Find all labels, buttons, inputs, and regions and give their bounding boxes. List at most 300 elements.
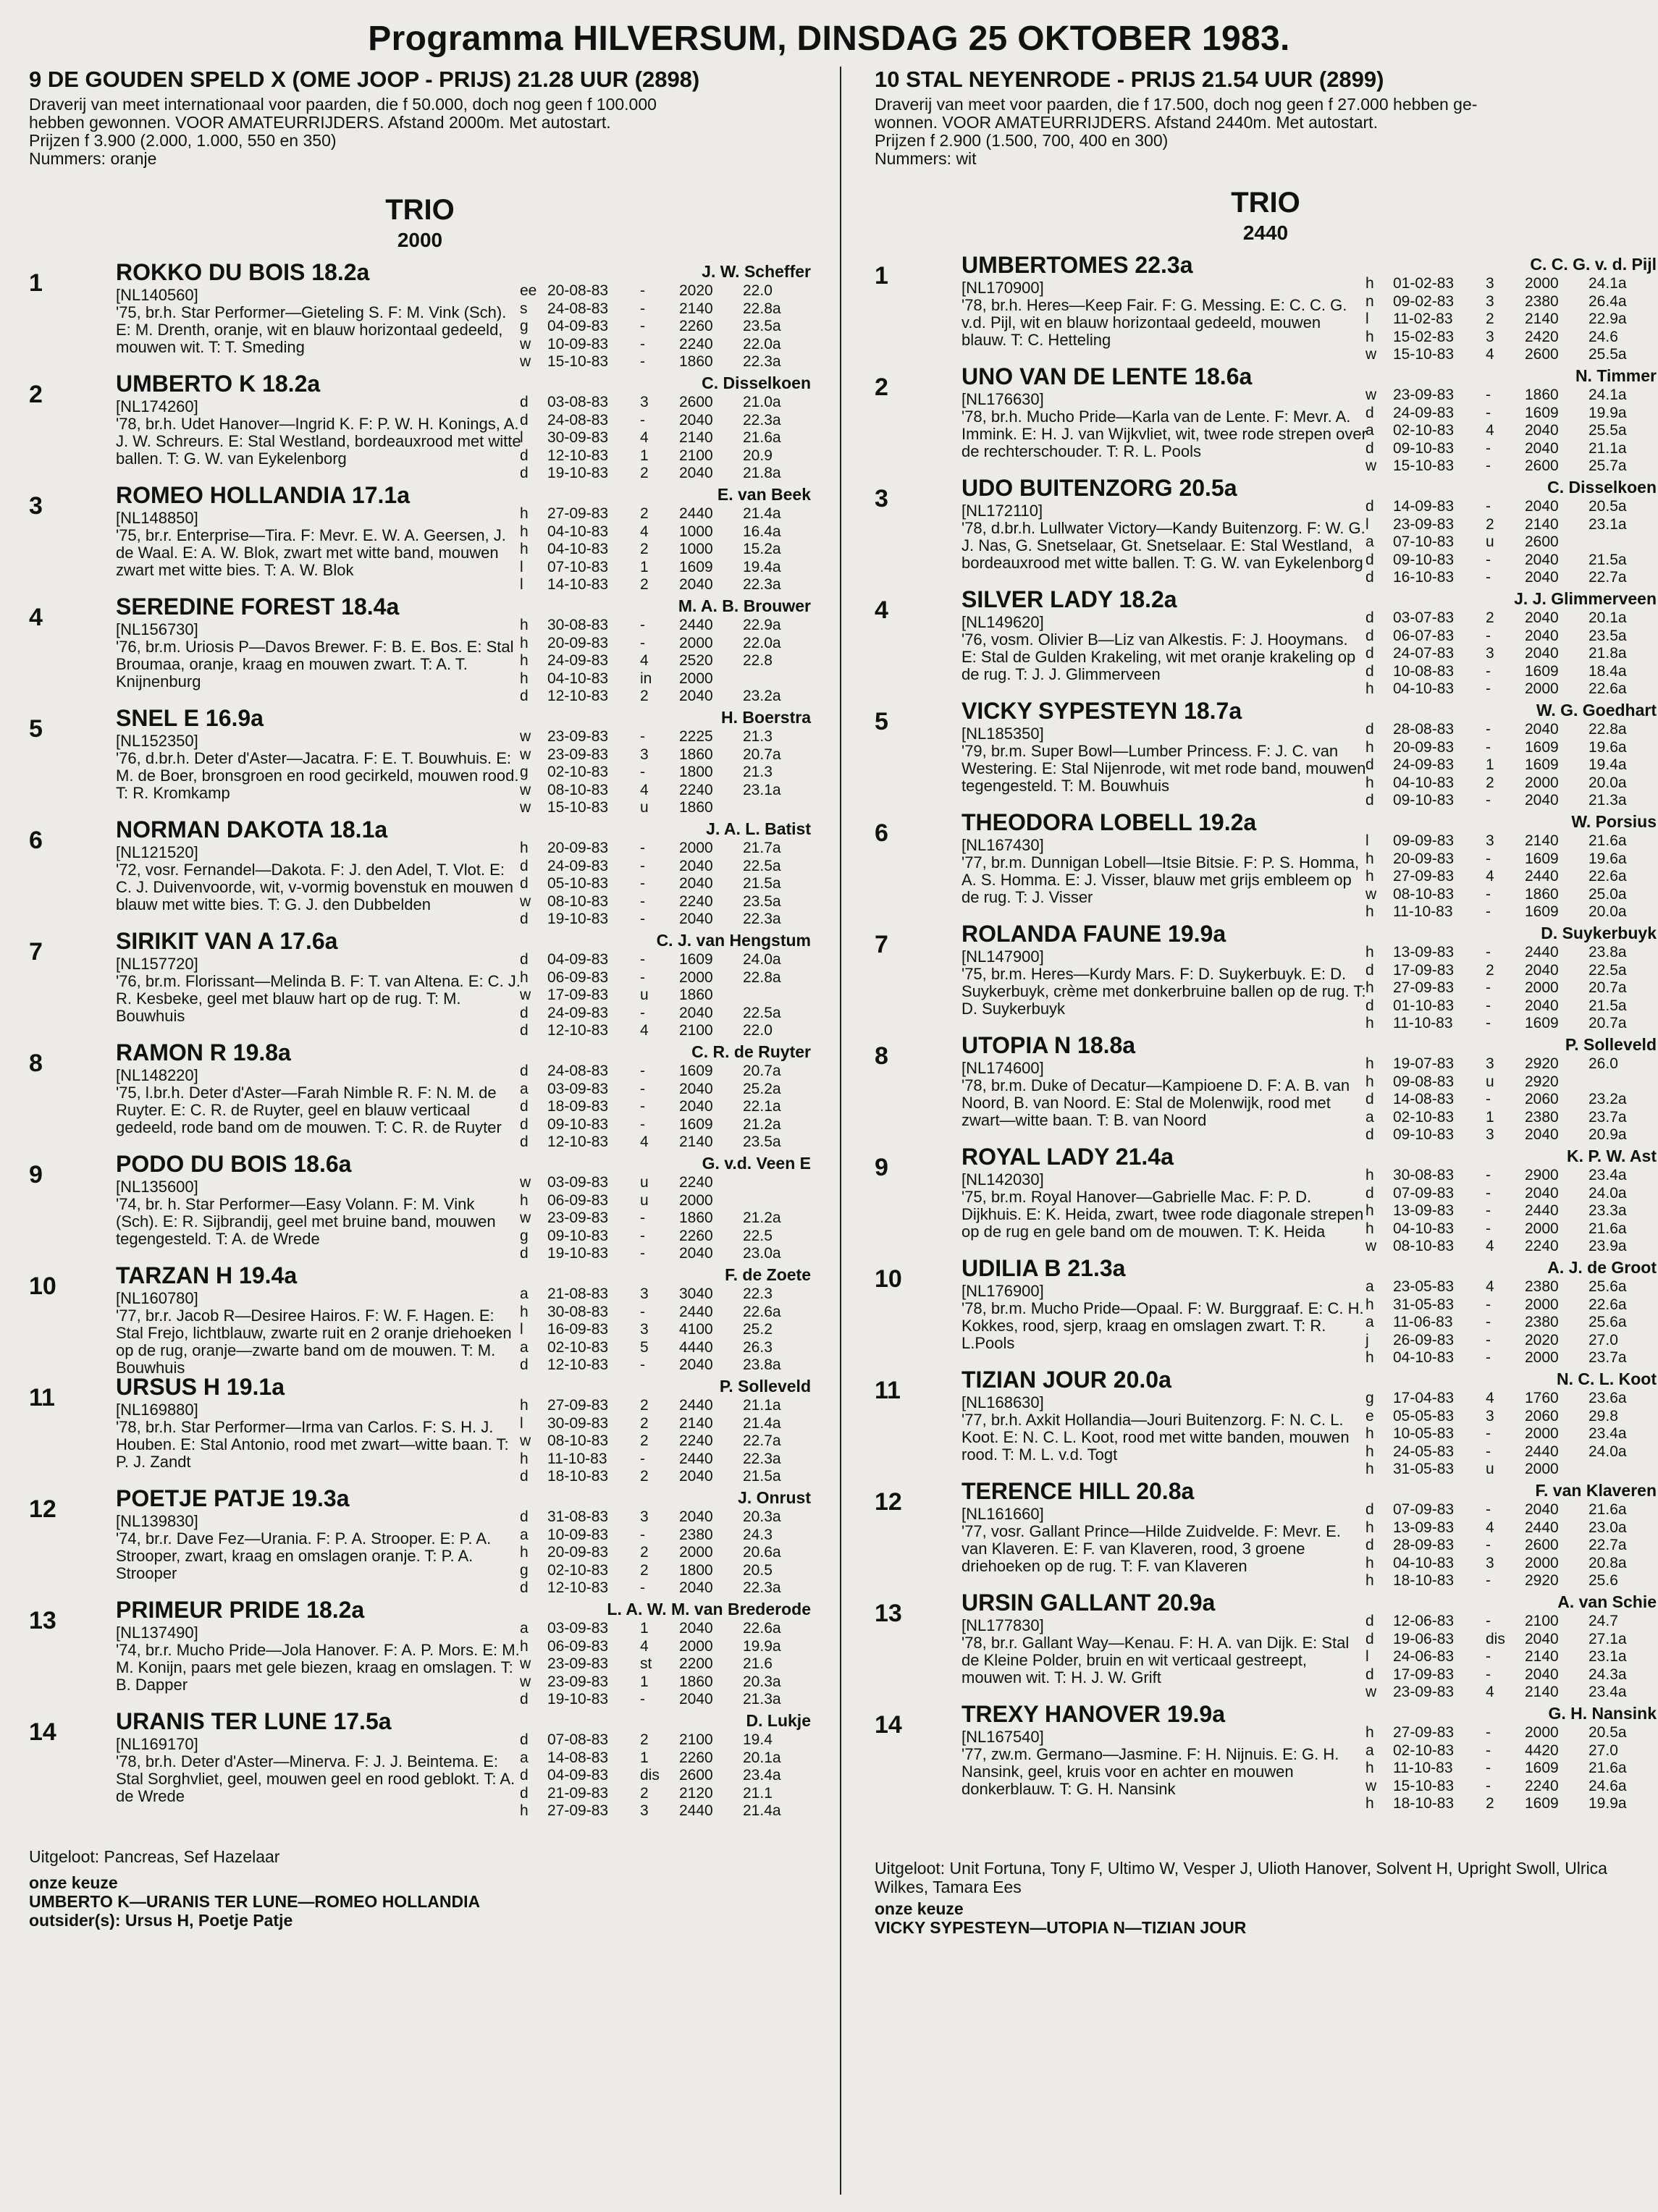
result-row [1365, 1778, 1657, 1796]
race-date: 06-07-83 [1393, 627, 1455, 644]
track-code: d [520, 1508, 529, 1525]
race-time [743, 670, 811, 688]
race-date: 19-10-83 [547, 1245, 609, 1262]
desc-line: Prijzen f 3.900 (2.000, 1.000, 550 en 350) [29, 131, 337, 150]
track-code: w [520, 1673, 531, 1690]
trainer-name: P. Solleveld [719, 1377, 811, 1396]
race-distance: 2000 [1525, 1220, 1559, 1237]
race-time: 22.9a [743, 617, 781, 633]
race-time: 25.2a [743, 1080, 781, 1097]
race-distance: 2240 [679, 1174, 713, 1191]
track-code: w [1365, 457, 1377, 474]
track-code: h [1365, 1055, 1374, 1072]
race-date: 05-10-83 [547, 875, 609, 892]
placing: - [1486, 1220, 1491, 1237]
track-code: g [520, 1227, 529, 1244]
placing: 4 [1486, 1278, 1494, 1295]
race-date: 23-09-83 [1393, 1684, 1455, 1700]
race-time: 20.7a [743, 1063, 781, 1079]
placing: 2 [640, 505, 649, 522]
result-row [520, 505, 811, 523]
placing: - [1486, 1314, 1491, 1330]
horse-info: '78, br.m. Duke of Decatur—Kampioene D. F: A. B. van Noord, B. van Noord. E: Stal de Molenwijk, rood met zwart—witte baan. T: B. van Noord [961, 1076, 1350, 1129]
result-row [520, 394, 811, 412]
race-time: 21.2a [743, 1210, 781, 1226]
results-table [1365, 1055, 1657, 1144]
placing: 2 [640, 576, 649, 593]
result-row [1365, 962, 1657, 980]
result-row [520, 412, 811, 430]
placing: - [1486, 1613, 1491, 1629]
desc-line: wonnen. VOOR AMATEURRIJDERS. Afstand 2440m. Met autostart. [875, 113, 1378, 132]
horse-number: 7 [875, 931, 888, 958]
horse-number: 13 [29, 1607, 56, 1634]
placing: - [1486, 850, 1491, 867]
track-code: d [520, 1579, 529, 1596]
result-row [1365, 552, 1657, 570]
horse-entry [875, 1472, 1657, 1589]
horse-name: RAMON R 19.8a [116, 1039, 291, 1065]
race-date: 07-08-83 [547, 1731, 609, 1748]
results-table [1365, 1167, 1657, 1256]
race-date: 03-09-83 [547, 1174, 609, 1191]
race-time: 19.9a [743, 1637, 781, 1655]
race-date: 07-10-83 [547, 558, 609, 575]
placing: 2 [1486, 1795, 1494, 1812]
horse-number: 9 [29, 1161, 43, 1189]
horse-entry [29, 811, 811, 927]
placing: - [1486, 903, 1491, 920]
track-code: a [1365, 1314, 1374, 1330]
race-distance: 2380 [1525, 292, 1559, 310]
track-code: h [1365, 738, 1374, 756]
placing: 1 [640, 558, 649, 575]
placing: - [1486, 944, 1491, 961]
track-code: h [1365, 1461, 1374, 1477]
race-time: 23.9a [1588, 1238, 1627, 1254]
race-date: 24-08-83 [547, 1063, 609, 1079]
results-table [1365, 1390, 1657, 1479]
result-row [520, 840, 811, 858]
race-date: 01-10-83 [1393, 997, 1455, 1014]
results-table [520, 282, 811, 371]
horse-registration: [NL121520] [116, 843, 198, 861]
horse-number: 4 [875, 596, 888, 624]
race-time: 20.0a [1588, 774, 1627, 791]
horse-info: '78, d.br.h. Lullwater Victory—Kandy Buitenzorg. F: W. G. J. Nas, G. Snetselaar, Gt. Snetselaar. E: Stal Westland, bordeauxrood met witte ballen. T: G. W. van Eykelenborg [961, 519, 1365, 572]
race-time: 29.8 [1588, 1407, 1618, 1424]
race-distance: 1609 [679, 558, 713, 575]
horse-info: '78, br.h. Star Performer—Irma van Carlos. F: S. H. J. Houben. E: Stal Antonio, rood met zwart—witte baan. T: P. J. Zandt [116, 1418, 509, 1471]
race-distance: 1000 [679, 523, 713, 540]
results-table [1365, 832, 1657, 921]
horse-name: TERENCE HILL 20.8a [961, 1478, 1195, 1504]
race-distance: 2040 [1525, 569, 1559, 586]
race-time: 24.0a [743, 951, 781, 968]
race-distance: 2240 [679, 892, 713, 910]
results-table [520, 1620, 811, 1709]
track-code: l [1365, 832, 1369, 849]
race-date: 08-10-83 [1393, 1238, 1455, 1254]
race-distance: 2020 [679, 282, 713, 299]
race-time [1588, 533, 1657, 552]
placing: - [1486, 457, 1491, 474]
result-row [520, 447, 811, 465]
race-column-10 [875, 67, 1657, 1937]
race-time: 20.1a [743, 1749, 781, 1766]
race-date: 15-10-83 [547, 799, 609, 816]
race-distance: 1609 [1525, 662, 1559, 680]
race-distance: 2240 [1525, 1238, 1559, 1254]
track-code: w [520, 353, 531, 370]
race-distance: 2440 [679, 505, 713, 522]
keuze-text: UMBERTO K—URANIS TER LUNE—ROMEO HOLLANDIA [29, 1892, 481, 1911]
placing: - [640, 353, 645, 370]
race-distance: 2440 [679, 1397, 713, 1414]
track-code: w [520, 1174, 531, 1191]
track-code: g [520, 1561, 529, 1579]
race-distance: 2000 [679, 670, 713, 687]
placing: - [640, 617, 645, 633]
race-time: 21.1a [743, 1397, 781, 1414]
placing: 1 [1486, 1108, 1494, 1126]
result-row [520, 1397, 811, 1415]
track-code: d [1365, 627, 1374, 644]
race-time: 27.0 [1588, 1742, 1618, 1759]
result-row [1365, 1425, 1657, 1443]
race-date: 08-10-83 [547, 1432, 609, 1449]
race-footer [875, 1859, 1657, 1937]
placing: - [640, 875, 645, 892]
horse-registration: [NL139830] [116, 1512, 198, 1530]
race-time: 22.8a [743, 968, 781, 986]
race-time: 19.4a [1588, 756, 1627, 773]
placing: 4 [1486, 1519, 1494, 1536]
race-time: 21.2a [743, 1115, 781, 1133]
race-time: 23.5a [743, 1134, 781, 1150]
placing: - [640, 951, 645, 968]
result-row [1365, 1314, 1657, 1332]
placing: - [640, 1691, 645, 1707]
race-date: 12-10-83 [547, 447, 609, 464]
track-code: h [1365, 1760, 1374, 1776]
race-date: 17-09-83 [547, 987, 609, 1003]
race-date: 19-06-83 [1393, 1630, 1455, 1647]
race-distance: 1609 [1525, 1015, 1559, 1031]
placing: 3 [1486, 832, 1494, 849]
race-distance: 1860 [679, 1673, 713, 1690]
result-row [1365, 628, 1657, 646]
track-code: h [1365, 1167, 1374, 1183]
race-time: 22.1a [743, 1098, 781, 1115]
race-distance: 2600 [679, 1767, 713, 1783]
race-date: 12-10-83 [547, 1356, 609, 1373]
track-code: d [1365, 645, 1374, 662]
track-code: d [520, 951, 529, 968]
race-distance: 2000 [1525, 275, 1559, 292]
race-distance: 2600 [1525, 1537, 1559, 1553]
race-time: 22.8 [743, 652, 773, 669]
results-table [520, 1063, 811, 1152]
results-table [520, 1286, 811, 1375]
race-time: 25.6a [1588, 1278, 1627, 1295]
horse-name: TREXY HANOVER 19.9a [961, 1701, 1225, 1727]
result-row [520, 1321, 811, 1339]
race-time: 21.6 [743, 1655, 773, 1672]
race-date: 04-10-83 [547, 541, 609, 557]
race-distance: 2000 [1525, 1554, 1559, 1571]
horse-registration: [NL172110] [961, 502, 1043, 520]
result-row [1365, 739, 1657, 757]
race-time: 23.1a [1588, 1648, 1627, 1665]
placing: 4 [640, 429, 649, 446]
result-row [1365, 1519, 1657, 1537]
race-distance: 2000 [679, 968, 713, 986]
race-time: 23.4a [1588, 1425, 1627, 1442]
result-row [520, 1673, 811, 1692]
track-code: d [1365, 439, 1374, 457]
race-date: 21-09-83 [547, 1784, 609, 1802]
race-title: 9 DE GOUDEN SPELD X (OME JOOP - PRIJS) 21.28 UUR (2898) [29, 67, 700, 92]
horse-name: PRIMEUR PRIDE 18.2a [116, 1597, 365, 1623]
placing: - [1486, 1666, 1491, 1683]
race-time: 20.7a [1588, 1015, 1627, 1031]
race-time: 21.0a [743, 394, 781, 410]
placing: 4 [640, 1134, 649, 1150]
track-code: h [520, 523, 529, 540]
track-code: h [1365, 275, 1374, 292]
race-date: 27-09-83 [547, 505, 609, 522]
track-code: e [1365, 1407, 1374, 1424]
horse-number: 6 [875, 819, 888, 847]
keuze-text: VICKY SYPESTEYN—UTOPIA N—TIZIAN JOUR [875, 1918, 1247, 1937]
race-time: 24.6a [1588, 1777, 1627, 1794]
result-row [1365, 645, 1657, 663]
horse-name: THEODORA LOBELL 19.2a [961, 809, 1257, 835]
race-date: 16-10-83 [1393, 569, 1455, 586]
race-date: 15-10-83 [1393, 346, 1455, 363]
horse-list [29, 253, 811, 1819]
results-table [1365, 1724, 1657, 1813]
race-distance: 1860 [679, 746, 713, 763]
track-code: w [520, 1432, 531, 1449]
race-distance: 2040 [679, 1579, 713, 1596]
race-distance: 1800 [679, 764, 713, 780]
race-date: 23-09-83 [1393, 387, 1455, 403]
result-row [1365, 1666, 1657, 1684]
result-row [520, 336, 811, 354]
race-distance: 1860 [679, 353, 713, 370]
horse-info: '78, br.r. Gallant Way—Kenau. F: H. A. van Dijk. E: Stal de Kleine Polder, bruin en wit verticaal gestreept, mouwen wit. T: H. J. W. Grift [961, 1634, 1350, 1687]
race-date: 07-09-83 [1393, 1501, 1455, 1518]
race-date: 18-09-83 [547, 1098, 609, 1115]
horse-info: '75, br.h. Star Performer—Gieteling S. F: M. Vink (Sch). E: M. Drenth, oranje, wit en blauw horizontaal gedeeld, mouwen wit. T: T. Smeding [116, 303, 507, 356]
page-title: Programma HILVERSUM, DINSDAG 25 OKTOBER 1983. [368, 20, 1290, 58]
track-code: w [1365, 1777, 1377, 1794]
race-distance: 2000 [1525, 1349, 1559, 1366]
placing: - [640, 840, 645, 856]
horse-info: '75, br.m. Heres—Kurdy Mars. F: D. Suykerbuyk. E: D. Suykerbuyk, crème met donkerbruine ballen op de rug. T: D. Suykerbuyk [961, 965, 1366, 1018]
race-distance: 2100 [1525, 1613, 1559, 1629]
race-distance: 2260 [679, 318, 713, 334]
race-time: 21.6a [1588, 1760, 1627, 1776]
horse-registration: [NL147900] [961, 947, 1044, 966]
race-date: 04-09-83 [547, 318, 609, 334]
horse-entry [875, 1695, 1657, 1812]
horse-info: '78, br.h. Mucho Pride—Karla van de Lente. F: Mevr. A. Immink. E: H. J. van Wijkvliet, wit, twee rode strepen over de rechterschouder. T: R. L. Pools [961, 408, 1367, 460]
race-time: 24.3a [1588, 1666, 1627, 1683]
results-table [520, 617, 811, 706]
placing: dis [640, 1767, 660, 1783]
track-code: d [520, 394, 529, 410]
race-time: 22.6a [743, 1303, 781, 1320]
track-code: d [520, 1098, 529, 1115]
placing: u [1486, 1461, 1494, 1477]
placing: - [1486, 387, 1491, 403]
race-distance: 2420 [1525, 328, 1559, 345]
race-distance: 4440 [679, 1338, 713, 1356]
race-time: 25.6a [1588, 1314, 1627, 1330]
placing: 3 [640, 1321, 649, 1338]
horse-number: 11 [29, 1384, 55, 1411]
race-distance: 2040 [679, 1004, 713, 1021]
track-code: d [1365, 1091, 1374, 1107]
race-time: 24.1a [1588, 275, 1627, 292]
placing: - [640, 764, 645, 780]
horse-info: '76, d.br.h. Deter d'Aster—Jacatra. F: E. T. Bouwhuis. E: M. de Boer, bronsgroen en rood gecirkeld, mouwen rood. T: R. Kromkamp [116, 749, 519, 802]
race-time: 22.7a [1588, 569, 1627, 586]
horse-entry [29, 1479, 811, 1596]
race-distance: 2440 [679, 617, 713, 633]
placing: - [640, 1227, 645, 1244]
race-distance: 2100 [679, 1022, 713, 1039]
race-time: 20.8a [1588, 1554, 1627, 1571]
placing: - [640, 1115, 645, 1133]
result-row [1365, 721, 1657, 739]
track-code: d [1365, 1126, 1374, 1143]
result-row [1365, 498, 1657, 516]
placing: - [1486, 1648, 1491, 1665]
placing: 2 [640, 1432, 649, 1449]
race-time: 20.5 [743, 1561, 773, 1579]
race-distance: 1609 [1525, 1795, 1559, 1812]
track-code: w [1365, 1684, 1377, 1700]
horse-registration: [NL169880] [116, 1401, 198, 1419]
placing: - [640, 911, 645, 927]
race-time: 21.6a [1588, 832, 1627, 849]
section-distance: 2000 [397, 229, 443, 251]
race-date: 30-09-83 [547, 429, 609, 446]
horse-registration: [NL176630] [961, 390, 1044, 408]
result-row [520, 858, 811, 876]
trainer-name: N. Timmer [1575, 366, 1657, 385]
horse-number: 3 [875, 485, 888, 512]
result-row [1365, 1408, 1657, 1426]
race-date: 04-10-83 [1393, 1349, 1455, 1366]
race-distance: 2040 [679, 1245, 713, 1262]
placing: 3 [1486, 275, 1494, 292]
race-time: 26.3 [743, 1338, 773, 1356]
placing: in [640, 670, 652, 687]
horse-entry [29, 922, 811, 1039]
keuze-label: onze keuze [875, 1899, 964, 1918]
race-time: 24.0a [1588, 1443, 1627, 1460]
race-date: 09-10-83 [547, 1227, 609, 1244]
placing: - [1486, 1425, 1491, 1442]
race-date: 04-10-83 [1393, 1220, 1455, 1237]
race-distance: 2040 [1525, 645, 1559, 662]
horse-number: 14 [29, 1718, 56, 1746]
result-row [520, 318, 811, 336]
section-title: TRIO [1231, 187, 1300, 219]
horse-number: 5 [29, 715, 43, 743]
trainer-name: F. de Zoete [725, 1265, 811, 1284]
race-date: 01-02-83 [1393, 275, 1455, 292]
placing: 3 [1486, 1055, 1494, 1072]
race-distance: 2140 [679, 1134, 713, 1150]
race-time: 22.5a [1588, 961, 1627, 979]
race-date: 08-10-83 [1393, 885, 1455, 903]
race-date: 04-10-83 [547, 523, 609, 540]
race-distance: 2040 [679, 1098, 713, 1115]
horse-name: SEREDINE FOREST 18.4a [116, 594, 400, 620]
track-code: g [520, 318, 529, 334]
track-code: d [520, 1468, 529, 1485]
horse-entry [875, 1249, 1657, 1366]
race-time: 22.5a [743, 1004, 781, 1021]
track-code: w [1365, 387, 1377, 403]
race-distance: 2040 [1525, 1184, 1559, 1202]
race-distance: 2040 [1525, 627, 1559, 644]
horse-info: '77, zw.m. Germano—Jasmine. F: H. Nijnuis. E: G. H. Nansink, geel, kruis voor en achter en mouwen donkerblauw. T: G. H. Nansink [961, 1745, 1339, 1798]
horse-number: 11 [875, 1377, 901, 1404]
race-date: 09-10-83 [547, 1115, 609, 1133]
placing: - [1486, 551, 1491, 568]
track-code: l [520, 1414, 523, 1432]
horse-number: 1 [875, 262, 888, 290]
horse-number: 4 [29, 604, 43, 631]
trainer-name: C. R. de Ruyter [691, 1042, 811, 1061]
placing: u [1486, 533, 1494, 550]
placing: 3 [640, 1802, 649, 1819]
placing: 3 [1486, 1554, 1494, 1571]
horse-registration: [NL174600] [961, 1059, 1044, 1077]
race-time: 26.0 [1588, 1055, 1618, 1072]
race-time: 21.6a [1588, 1501, 1627, 1518]
race-date: 19-07-83 [1393, 1055, 1455, 1072]
results-table [1365, 498, 1657, 587]
result-row [1365, 1073, 1657, 1092]
race-date: 27-09-83 [547, 1802, 609, 1819]
result-row [520, 1802, 811, 1820]
race-distance: 2040 [679, 411, 713, 429]
race-time: 22.3a [743, 576, 781, 593]
placing: - [1486, 498, 1491, 515]
track-code: a [520, 1526, 529, 1543]
desc-line: Nummers: oranje [29, 149, 157, 168]
race-time: 22.3a [743, 353, 781, 370]
placing: - [640, 1098, 645, 1115]
placing: - [1486, 997, 1491, 1014]
horse-number: 14 [875, 1711, 902, 1739]
horse-number: 7 [29, 938, 43, 966]
race-distance: 2900 [1525, 1167, 1559, 1183]
race-time: 23.4a [743, 1767, 781, 1783]
race-time: 21.3 [743, 728, 773, 745]
race-distance: 2000 [679, 1191, 713, 1209]
race-distance: 2140 [1525, 515, 1559, 533]
result-row [1365, 1332, 1657, 1350]
